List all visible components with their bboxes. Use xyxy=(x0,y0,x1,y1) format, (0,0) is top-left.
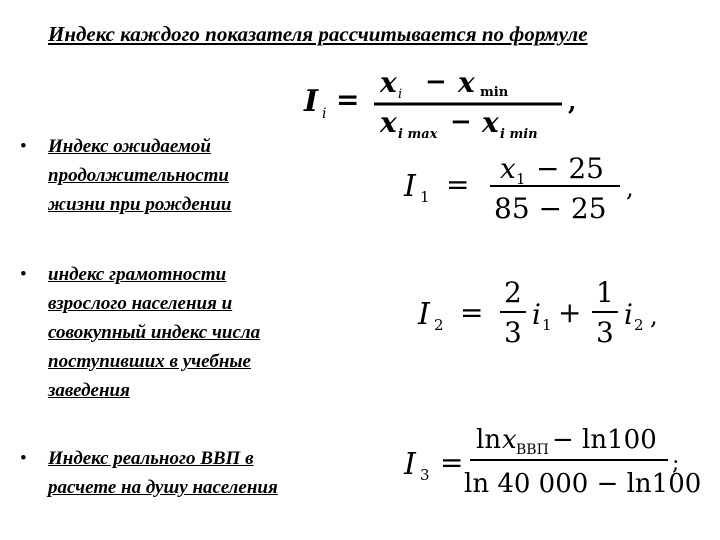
f2-c2-num: 1 xyxy=(596,276,614,309)
bullet-marker-2: • xyxy=(20,264,27,285)
bullet-line: индекс грамотности xyxy=(48,264,227,285)
f2-v2-sub: 2 xyxy=(634,316,644,334)
f3-num-ln: ln xyxy=(476,425,502,455)
f2-plus: + xyxy=(558,296,582,329)
f2-eq: = xyxy=(460,296,484,329)
general-index-formula xyxy=(300,64,600,148)
bullet-line: взрослого населения и xyxy=(48,293,233,314)
formula-lhs-sub: i xyxy=(322,106,327,122)
formula-num-b: x xyxy=(458,66,475,99)
f1-eq: = xyxy=(446,168,470,201)
formula-num-minus: − xyxy=(425,67,447,97)
f3-lhs-sub: 3 xyxy=(420,466,430,484)
formula-den-a-sub: i max xyxy=(398,127,438,142)
bullet-line: поступивших в учебные xyxy=(48,351,251,372)
bullet-marker-1: • xyxy=(20,136,27,157)
f2-c1-num: 2 xyxy=(504,276,522,309)
f3-num-rest: − ln100 xyxy=(552,425,657,455)
f2-lhs: I xyxy=(418,297,430,332)
f1-trail: , xyxy=(626,174,634,202)
bullet-text-life-expectancy xyxy=(48,132,231,219)
f2-c2-den: 3 xyxy=(596,316,614,349)
f2-c1-den: 3 xyxy=(504,316,522,349)
f3-lhs: I xyxy=(404,447,416,482)
f2-trail: , xyxy=(650,302,658,330)
bullet-text-literacy xyxy=(48,260,260,405)
formula-num-a: x xyxy=(380,66,397,99)
gdp-index-formula xyxy=(398,418,708,512)
f2-v1-sub: 1 xyxy=(542,316,552,334)
education-index-formula xyxy=(412,272,672,356)
f1-lhs: I xyxy=(404,169,416,204)
bullet-line: расчете на душу населения xyxy=(48,477,278,498)
bullet-line: Индекс реального ВВП в xyxy=(48,448,254,469)
f3-eq: = xyxy=(440,446,464,479)
page-title: Индекс каждого показателя рассчитывается по формуле xyxy=(48,22,588,46)
f3-den: ln 40 000 − ln100 xyxy=(464,469,702,499)
formula-eq: = xyxy=(336,83,360,116)
bullet-line: жизни при рождении xyxy=(48,194,232,215)
f1-lhs-sub: 1 xyxy=(420,188,430,206)
life-expectancy-formula xyxy=(398,150,648,232)
bullet-marker-3: • xyxy=(20,448,27,469)
bullet-line: заведения xyxy=(48,380,130,401)
bullet-line: продолжительности xyxy=(48,165,229,186)
f3-trail: ; xyxy=(672,451,680,476)
formula-den-b-sub: i min xyxy=(500,127,538,142)
formula-den-b: x xyxy=(482,106,499,139)
f3-num-var: x xyxy=(502,425,517,455)
bullet-line: Индекс ожидаемой xyxy=(48,136,211,157)
f2-v1: i xyxy=(532,298,541,331)
f1-den: 85 − 25 xyxy=(494,192,607,225)
bullet-line: совокупный индекс числа xyxy=(48,322,261,343)
f1-num-rest: − 25 xyxy=(536,152,604,185)
formula-den-minus: − xyxy=(450,107,472,137)
f2-v2: i xyxy=(624,298,633,331)
formula-trail: , xyxy=(568,87,577,116)
f2-lhs-sub: 2 xyxy=(434,316,444,334)
f3-num-var-sub: ВВП xyxy=(516,442,549,458)
formula-num-a-sub: i xyxy=(398,87,403,102)
bullet-text-gdp xyxy=(48,444,278,502)
f1-num-var: x xyxy=(500,152,516,185)
formula-den-a: x xyxy=(380,106,397,139)
formula-num-b-sub: min xyxy=(480,85,509,100)
formula-lhs: I xyxy=(304,84,319,119)
f1-num-var-sub: 1 xyxy=(516,170,526,188)
